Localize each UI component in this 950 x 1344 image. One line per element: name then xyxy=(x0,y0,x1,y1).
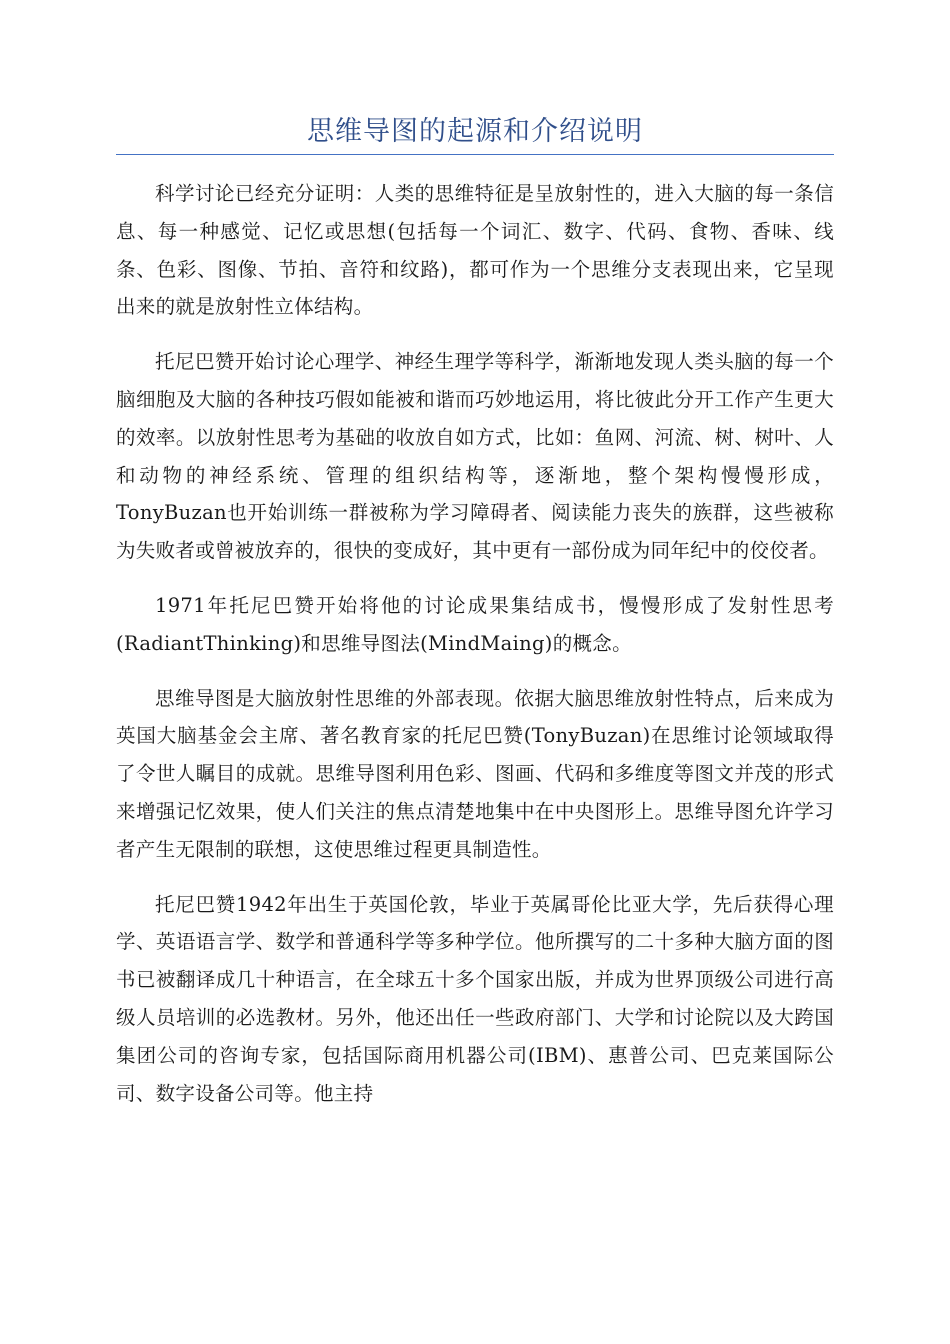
paragraph-4: 思维导图是大脑放射性思维的外部表现。依据大脑思维放射性特点，后来成为英国大脑基金会主席、著名教育家的托尼巴赞(TonyBuzan)在思维讨论领域取得了令世人瞩目的成就。思维导图利用色彩、图画、代码和多维度等图文并茂的形式来增强记忆效果，使人们关注的焦点清楚地集中在中央图形上。思维导图允许学习者产生无限制的联想，这使思维过程更具制造性。 xyxy=(116,686,834,861)
paragraph-2: 托尼巴赞开始讨论心理学、神经生理学等科学，渐渐地发现人类头脑的每一个脑细胞及大脑的各种技巧假如能被和谐而巧妙地运用，将比彼此分开工作产生更大的效率。以放射性思考为基础的收放自如方式，比如：鱼网、河流、树、树叶、人和动物的神经系统、管理的组织结构等，逐渐地，整个架构慢慢形成，TonyBuzan也开始训练一群被称为学习障碍者、阅读能力丧失的族群，这些被称为失败者或曾被放弃的，很快的变成好，其中更有一部份成为同年纪中的佼佼者。 xyxy=(116,350,834,563)
paragraph-5: 托尼巴赞1942年出生于英国伦敦，毕业于英属哥伦比亚大学，先后获得心理学、英语语言学、数学和普通科学等多种学位。他所撰写的二十多种大脑方面的图书已被翻译成几十种语言，在全球五十多个国家出版，并成为世界顶级公司进行高级人员培训的必选教材。另外，他还出任一些政府部门、大学和讨论院以及大跨国集团公司的咨询专家，包括国际商用机器公司(IBM)、惠普公司、巴克莱国际公司、数字设备公司等。他主持 xyxy=(116,892,834,1105)
title-underline xyxy=(116,154,834,155)
document-page xyxy=(116,112,834,1129)
document-title: 思维导图的起源和介绍说明 xyxy=(307,116,643,147)
paragraph-3: 1971年托尼巴赞开始将他的讨论成果集结成书，慢慢形成了发射性思考(RadiantThinking)和思维导图法(MindMaing)的概念。 xyxy=(116,593,834,655)
paragraph-1: 科学讨论已经充分证明：人类的思维特征是呈放射性的，进入大脑的每一条信息、每一种感觉、记忆或思想(包括每一个词汇、数字、代码、食物、香味、线条、色彩、图像、节拍、音符和纹路)，都可作为一个思维分支表现出来，它呈现出来的就是放射性立体结构。 xyxy=(116,182,834,319)
